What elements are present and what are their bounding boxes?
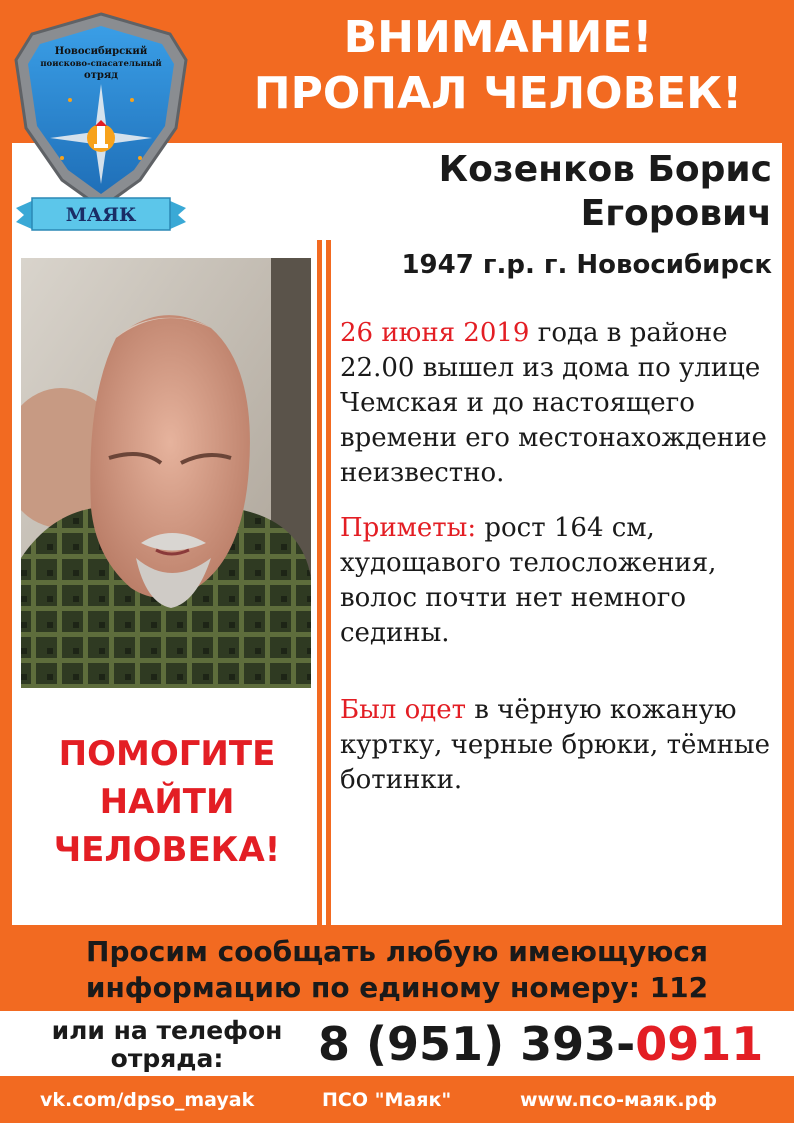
- help-line-2: НАЙТИ: [99, 782, 235, 822]
- person-name: [439, 148, 772, 236]
- emblem-banner-text: МАЯК: [65, 204, 137, 226]
- signs-text: рост 164 см, худощавого телосложения, волос почти нет немного седины.: [340, 513, 717, 648]
- event-paragraph: [340, 316, 780, 491]
- emblem-text-2: поисково-спасательный: [40, 59, 162, 69]
- description-column: [340, 316, 780, 798]
- footer-org-name: ПСО "Маяк": [322, 1089, 452, 1111]
- footer-vk-link[interactable]: vk.com/dpso_mayak: [40, 1089, 255, 1111]
- squad-phone-label: [22, 1017, 312, 1073]
- divider-line-1: [317, 240, 322, 928]
- person-name-line-1: Козенков Борис: [438, 149, 772, 190]
- footer-site-link[interactable]: www.псо-маяк.рф: [520, 1089, 718, 1111]
- birth-info: 1947 г.р. г. Новосибирск: [401, 250, 772, 280]
- clothes-label: Был одет: [340, 695, 467, 725]
- signs-label: Приметы:: [340, 513, 477, 543]
- mayak-emblem: [10, 8, 192, 232]
- event-text: года в районе 22.00 вышел из дома по улице Чемская и до настоящего времени его местонахождение неизвестно.: [340, 318, 767, 488]
- squad-phone-number[interactable]: [318, 1012, 763, 1076]
- emblem-text-1: Новосибирский: [54, 46, 148, 57]
- clothes-paragraph: [340, 693, 780, 798]
- squad-label-line-2: отряда:: [110, 1044, 224, 1073]
- appeal-text: [0, 934, 794, 1006]
- divider-line-2: [326, 240, 331, 928]
- squad-label-line-1: или на телефон: [51, 1016, 283, 1045]
- headline: [218, 10, 778, 122]
- appeal-line-1: Просим сообщать любую имеющуюся: [86, 935, 708, 968]
- clothes-text: в чёрную кожаную куртку, черные брюки, тёмные ботинки.: [340, 695, 770, 795]
- help-line-3: ЧЕЛОВЕКА!: [53, 830, 281, 870]
- headline-line-1: ВНИМАНИЕ!: [343, 12, 653, 63]
- appeal-line-2: информацию по единому номеру: 112: [85, 971, 709, 1004]
- frame-right: [782, 0, 794, 935]
- phone-tail: 0911: [635, 1017, 764, 1071]
- help-find-callout: [22, 730, 312, 874]
- phone-main: 8 (951) 393-: [318, 1017, 636, 1071]
- emblem-text-3: отряд: [84, 70, 118, 81]
- person-photo: [21, 258, 311, 688]
- person-name-line-2: Егорович: [580, 193, 772, 234]
- event-date: 26 июня 2019: [340, 318, 530, 348]
- help-line-1: ПОМОГИТЕ: [58, 734, 276, 774]
- headline-line-2: ПРОПАЛ ЧЕЛОВЕК!: [253, 68, 743, 119]
- signs-paragraph: [340, 511, 780, 651]
- emblem-banner: [16, 198, 186, 230]
